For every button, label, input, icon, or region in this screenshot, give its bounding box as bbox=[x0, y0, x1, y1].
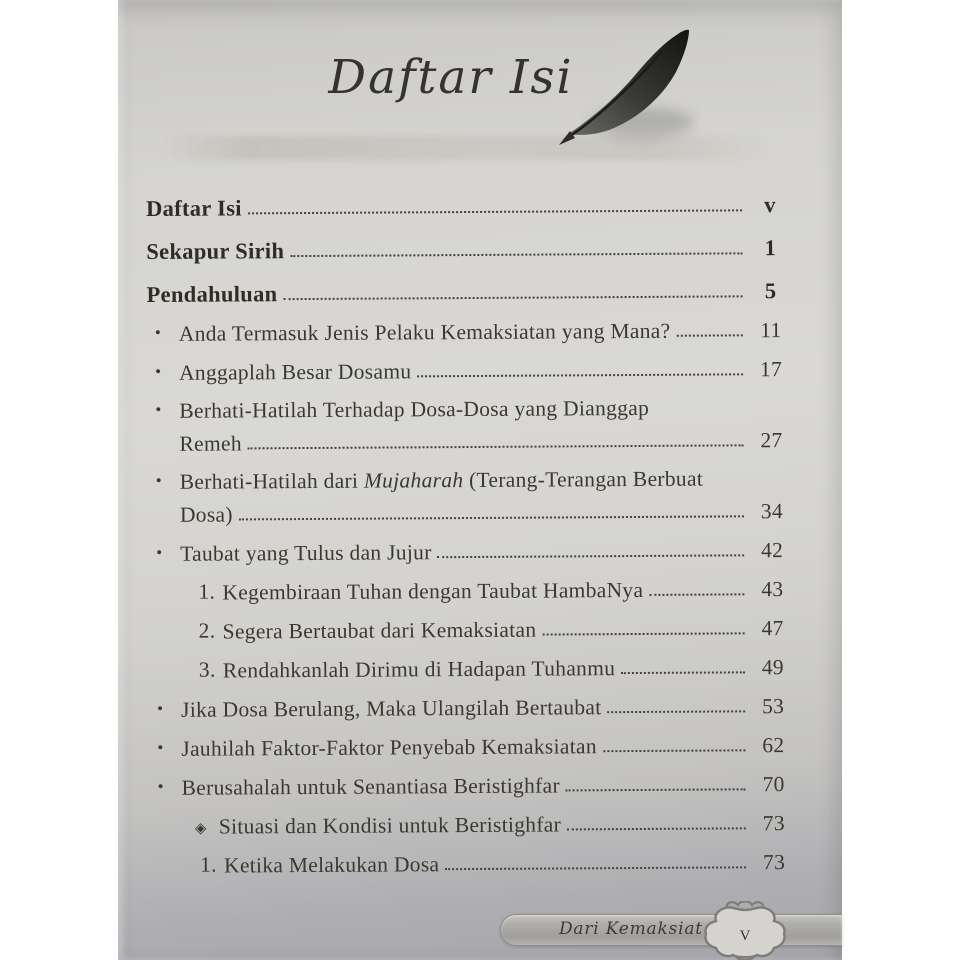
dot-leader bbox=[290, 252, 742, 257]
bullet-icon: • bbox=[154, 323, 162, 343]
toc-entry-label: Berusahalah untuk Senantiasa Beristighfar bbox=[181, 773, 560, 800]
toc-entry-label: Anda Termasuk Jenis Pelaku Kemaksiatan yang Mana? bbox=[178, 318, 671, 346]
page-number: 1 bbox=[764, 234, 777, 261]
toc-entry bbox=[148, 452, 796, 527]
toc-entry-label: Jika Dosa Berulang, Maka Ulangilah Bertaubat bbox=[181, 695, 602, 722]
page-title: Daftar Isi bbox=[328, 50, 574, 105]
bullet-icon: • bbox=[155, 471, 163, 491]
toc-entry bbox=[147, 303, 795, 346]
toc-entry-label: Berhati-Hatilah dari Mujaharah (Terang-Terangan Berbuat bbox=[179, 466, 704, 494]
bullet-icon: • bbox=[155, 400, 162, 420]
page-number: 17 bbox=[759, 357, 783, 382]
dot-leader bbox=[239, 515, 744, 520]
bullet-icon: • bbox=[157, 699, 164, 719]
page-number: 43 bbox=[761, 577, 784, 602]
bullet-icon: • bbox=[154, 362, 162, 382]
toc-entry-label: Segera Bertaubat dari Kemaksiatan bbox=[222, 617, 537, 644]
toc-entry bbox=[149, 679, 797, 722]
bullet-icon: • bbox=[157, 777, 164, 797]
dot-leader bbox=[608, 710, 746, 713]
dot-leader bbox=[417, 373, 743, 377]
diamond-bullet-icon: ◈ bbox=[194, 820, 207, 837]
title-block bbox=[118, 50, 842, 105]
page-number: 62 bbox=[762, 733, 785, 758]
toc-entry-label: Ketika Melakukan Dosa bbox=[223, 852, 440, 878]
item-number: 1. bbox=[198, 579, 216, 605]
table-of-contents bbox=[146, 174, 798, 878]
page-number: 70 bbox=[762, 772, 785, 797]
dot-leader bbox=[438, 554, 745, 558]
page-number: 49 bbox=[761, 655, 784, 680]
dot-leader bbox=[542, 632, 744, 635]
toc-entry bbox=[146, 260, 794, 307]
page-number: 47 bbox=[761, 616, 784, 641]
toc-entry bbox=[149, 757, 797, 800]
toc-entry-label: Anggaplah Besar Dosamu bbox=[178, 359, 412, 385]
toc-entry-label-wrap: Dosa) bbox=[179, 502, 233, 527]
toc-entry bbox=[147, 381, 795, 456]
dot-leader bbox=[621, 671, 745, 674]
toc-entry-label: Kegembiraan Tuhan dengan Taubat HambaNya bbox=[222, 577, 644, 605]
toc-entry bbox=[146, 217, 794, 264]
bullet-icon: • bbox=[157, 738, 164, 758]
book-page bbox=[118, 0, 842, 960]
page-number: 11 bbox=[760, 318, 782, 343]
dot-leader bbox=[445, 866, 746, 870]
footer-bar bbox=[500, 914, 842, 946]
toc-entry-label: Sekapur Sirih bbox=[146, 237, 285, 264]
ink-bleed-artifact bbox=[162, 136, 772, 160]
toc-entry bbox=[150, 796, 798, 839]
toc-entry-label-wrap: Remeh bbox=[179, 431, 242, 456]
bullet-icon: • bbox=[156, 543, 163, 563]
dot-leader bbox=[283, 295, 742, 300]
toc-entry-label: Rendahkanlah Dirimu di Hadapan Tuhanmu bbox=[222, 656, 616, 683]
page-number: v bbox=[764, 191, 776, 218]
toc-entry bbox=[147, 342, 795, 385]
toc-entry bbox=[148, 523, 796, 566]
page-number: 42 bbox=[761, 538, 784, 563]
dot-leader bbox=[248, 444, 744, 449]
item-number: 2. bbox=[198, 618, 216, 644]
dot-leader bbox=[649, 593, 744, 596]
page-number: 73 bbox=[762, 850, 786, 875]
toc-entry-label: Jauhilah Faktor-Faktor Penyebab Kemaksiatan bbox=[181, 734, 597, 761]
dot-leader bbox=[676, 334, 742, 336]
item-number: 1. bbox=[199, 852, 217, 878]
toc-entry bbox=[146, 174, 794, 221]
dot-leader bbox=[603, 749, 746, 752]
toc-entry bbox=[149, 718, 797, 761]
cartouche-ornament-icon bbox=[700, 901, 790, 960]
page-number: 34 bbox=[760, 499, 784, 524]
item-number: 3. bbox=[198, 657, 216, 683]
toc-entry-label: Taubat yang Tulus dan Jujur bbox=[180, 540, 432, 566]
page-number: 53 bbox=[761, 694, 785, 719]
dot-leader bbox=[248, 209, 742, 214]
page-number: 5 bbox=[764, 277, 777, 304]
toc-entry bbox=[148, 562, 796, 605]
toc-entry bbox=[148, 601, 796, 644]
toc-entry-label: Daftar Isi bbox=[145, 195, 242, 221]
footer-page-number: v bbox=[739, 921, 751, 945]
toc-entry-label: Situasi dan Kondisi untuk Beristighfar bbox=[218, 812, 562, 839]
page-number: 73 bbox=[762, 811, 785, 836]
page-number: 27 bbox=[760, 428, 783, 453]
dot-leader bbox=[567, 827, 746, 830]
running-title: Dari Kemaksiat bbox=[559, 919, 703, 939]
toc-entry-label: Pendahuluan bbox=[146, 280, 278, 307]
toc-entry-label: Berhati-Hatilah Terhadap Dosa-Dosa yang Dianggap bbox=[179, 395, 650, 423]
toc-entry bbox=[150, 835, 798, 878]
quill-pen-icon bbox=[550, 28, 700, 148]
dot-leader bbox=[566, 788, 746, 791]
toc-entry bbox=[149, 640, 797, 683]
